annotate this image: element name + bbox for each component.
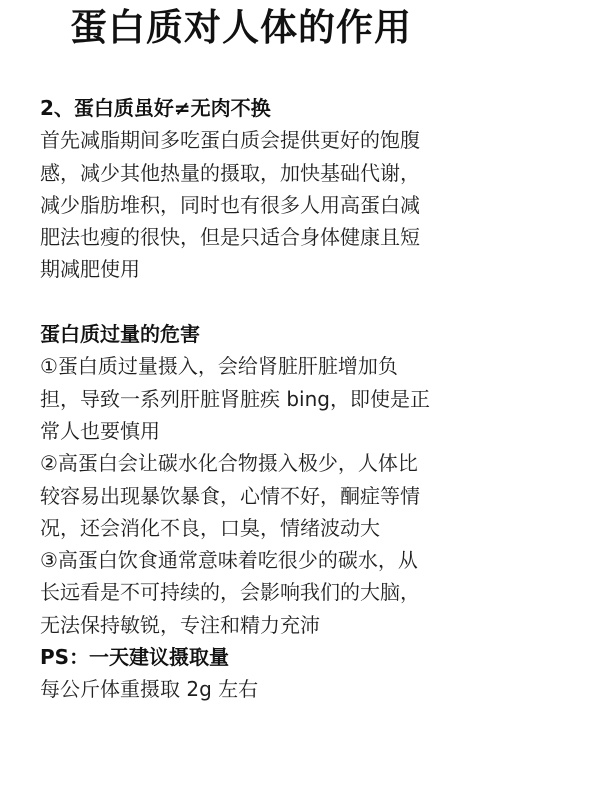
- paragraph-line: 感，减少其他热量的摄取，加快基础代谢，: [40, 160, 420, 185]
- list-item-line: ②高蛋白会让碳水化合物摄入极少，人体比: [40, 451, 418, 476]
- list-item-line: 较容易出现暴饮暴食，心情不好，酮症等情: [40, 483, 420, 508]
- blank-line: [40, 286, 585, 318]
- list-item-line: 长远看是不可持续的，会影响我们的大脑，: [40, 580, 420, 605]
- paragraph-line: 期减肥使用: [40, 257, 140, 282]
- list-item-line: ①蛋白质过量摄入，会给肾脏肝脏增加负: [40, 354, 398, 379]
- list-item-line: ③高蛋白饮食通常意味着吃很少的碳水，从: [40, 548, 418, 573]
- paragraph-line: 肥法也瘦的很快，但是只适合身体健康且短: [40, 225, 420, 250]
- list-item-line: 况，还会消化不良，口臭，情绪波动大: [40, 515, 380, 540]
- list-item-line: 担，导致一系列肝脏肾脏疾 bing，即使是正: [40, 386, 430, 411]
- list-item-line: 无法保持敏锐，专注和精力充沛: [40, 612, 320, 637]
- section-heading-protein-good: 2、蛋白质虽好≠无肉不换: [40, 96, 271, 120]
- list-item-line: 常人也要慎用: [40, 418, 160, 443]
- section-heading-daily-intake: PS：一天建议摄取量: [40, 645, 230, 670]
- article-body: [40, 92, 585, 706]
- paragraph-line: 减少脂肪堆积，同时也有很多人用高蛋白减: [40, 192, 420, 217]
- section-heading-excess-harm: 蛋白质过量的危害: [40, 322, 200, 347]
- page-title: 蛋白质对人体的作用: [70, 6, 412, 49]
- paragraph-line: 每公斤体重摄取 2g 左右: [40, 677, 259, 702]
- paragraph-line: 首先减脂期间多吃蛋白质会提供更好的饱腹: [40, 128, 420, 153]
